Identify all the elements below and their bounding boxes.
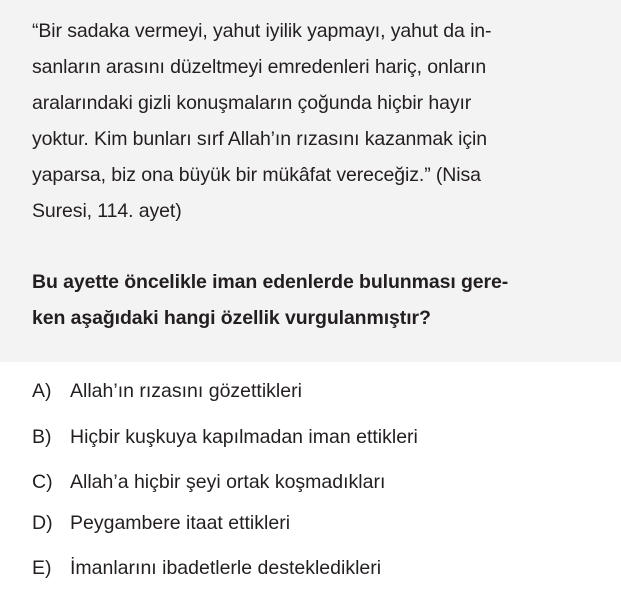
- option-text: Hiçbir kuşkuya kapılmadan iman ettikleri: [70, 426, 418, 448]
- verse-line: “Bir sadaka vermeyi, yahut iyilik yapmayı, yahut da in-: [32, 20, 492, 42]
- option-letter: C): [32, 471, 53, 493]
- option-text: Allah’a hiçbir şeyi ortak koşmadıkları: [70, 471, 386, 493]
- option-text: İmanlarını ibadetlerle destekledikleri: [70, 557, 382, 579]
- answer-options: [0, 362, 621, 598]
- verse-line: yaparsa, biz ona büyük bir mükâfat vereceğiz.” (Nisa: [32, 164, 481, 186]
- option-letter: E): [32, 557, 52, 579]
- option-d[interactable]: [32, 509, 290, 537]
- verse-line: sanların arasını düzeltmeyi emredenleri hariç, onların: [32, 56, 487, 78]
- verse-citation: Suresi, 114. ayet): [32, 200, 182, 222]
- verse-line: yoktur. Kim bunları sırf Allah’ın rızasını kazanmak için: [32, 128, 488, 150]
- verse-line: aralarındaki gizli konuşmaların çoğunda hiçbir hayır: [32, 92, 472, 114]
- option-b[interactable]: [32, 423, 418, 451]
- option-letter: D): [32, 512, 53, 534]
- option-letter: B): [32, 426, 52, 448]
- option-text: Peygambere itaat ettikleri: [70, 512, 291, 534]
- option-e[interactable]: [32, 554, 381, 582]
- option-letter: A): [32, 380, 52, 402]
- option-text: Allah’ın rızasını gözettikleri: [70, 380, 302, 402]
- question-text: ken aşağıdaki hangi özellik vurgulanmıştır?: [32, 307, 431, 329]
- option-c[interactable]: [32, 468, 385, 496]
- question-text: Bu ayette öncelikle iman edenlerde bulunması gere-: [32, 271, 509, 293]
- option-a[interactable]: [32, 377, 302, 405]
